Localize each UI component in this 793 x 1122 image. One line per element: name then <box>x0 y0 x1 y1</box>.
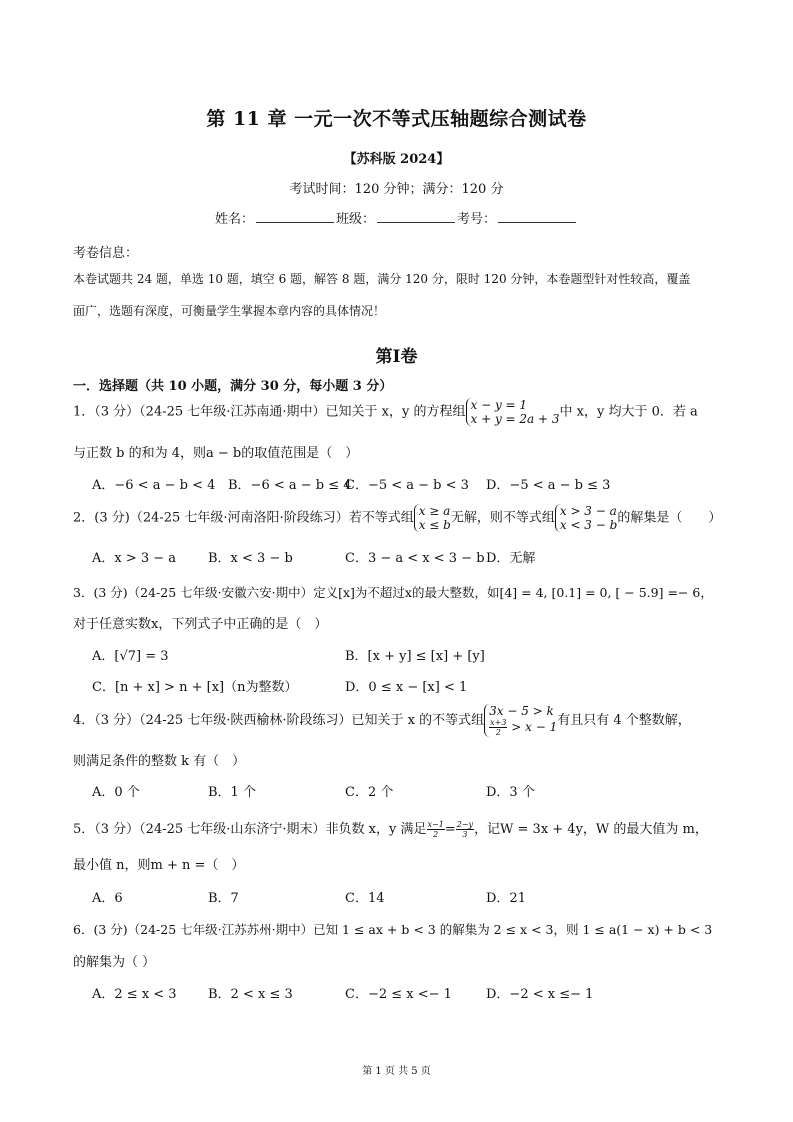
q5-option-d[interactable]: D．21 <box>486 891 526 906</box>
q1-eq1: x − y = 1 <box>470 398 528 412</box>
q4-option-a[interactable]: A．0 个 <box>92 785 140 800</box>
q5-option-a[interactable]: A．6 <box>92 891 123 906</box>
class-label: 班级： <box>335 212 375 227</box>
q5-equals: = <box>444 822 456 837</box>
info-heading: 考卷信息： <box>73 246 139 261</box>
q4-inequality-system <box>484 704 557 737</box>
info-line-2: 面广，选题有深度，可衡量学生掌握本章内容的具体情况！ <box>73 304 386 318</box>
q4-eq2-rest: > x − 1 <box>511 720 558 734</box>
q5-fraction-1 <box>427 820 445 839</box>
q4-eq1: 3x − 5 > k <box>489 704 554 718</box>
name-label: 姓名： <box>214 212 254 227</box>
q2-system-2 <box>555 504 617 532</box>
q3-option-a[interactable]: A．[√7] = 3 <box>92 649 169 664</box>
q1-stem-end: 中 x，y 均大于 0．若 a <box>559 404 698 420</box>
student-fields <box>0 208 793 227</box>
q4-line-2: 则满足条件的整数 k 有（ ） <box>73 754 246 769</box>
question-5 <box>73 818 708 839</box>
question-2 <box>73 504 721 532</box>
q2-option-b[interactable]: B．x < 3 − b <box>208 551 293 566</box>
page-footer: 第 1 页 共 5 页 <box>362 1066 431 1077</box>
q2-stem-end: 的解集是（ ） <box>617 510 722 526</box>
question-1 <box>73 398 698 426</box>
q4-option-b[interactable]: B．1 个 <box>208 785 256 800</box>
q6-option-b[interactable]: B．2 < x ≤ 3 <box>208 987 293 1002</box>
q6-option-c[interactable]: C．−2 ≤ x <− 1 <box>345 987 452 1002</box>
question-3: 3．(3 分)（24-25 七年级·安徽六安·期中）定义[x]为不超过x的最大整数，如[4] = 4, [0.1] = 0, [ − 5.9] =− 6， <box>73 585 713 600</box>
q4-fraction <box>489 718 507 737</box>
question-6: 6．(3 分)（24-25 七年级·江苏苏州·期中）已知 1 ≤ ax + b < 3 的解集为 2 ≤ x < 3，则 1 ≤ a(1 − x) + b < 3 <box>73 922 713 937</box>
name-blank[interactable] <box>256 210 334 223</box>
q2-option-a[interactable]: A．x > 3 − a <box>92 551 177 566</box>
q4-option-c[interactable]: C．2 个 <box>345 785 394 800</box>
number-label: 考号： <box>457 212 497 227</box>
q2-s1-line2: x ≤ b <box>418 518 451 532</box>
q6-line-2: 的解集为（ ） <box>73 955 156 970</box>
q4-stem-end: 有且只有 4 个整数解， <box>557 713 691 728</box>
page-title: 第 11 章 一元一次不等式压轴题综合测试卷 <box>206 108 587 130</box>
q5-f1-num: x−1 <box>427 820 444 829</box>
question-4 <box>73 704 691 737</box>
q2-option-c[interactable]: C．3 − a < x < 3 − b <box>345 551 485 566</box>
q3-option-b[interactable]: B．[x + y] ≤ [x] + [y] <box>345 649 485 664</box>
q5-stem: 5．（3 分）（24-25 七年级·山东济宁·期末）非负数 x，y 满足 <box>73 822 427 837</box>
q4-frac-den: 2 <box>495 728 501 737</box>
q5-f2-den: 3 <box>462 830 468 839</box>
q6-option-a[interactable]: A．2 ≤ x < 3 <box>92 987 177 1002</box>
q2-stem-mid: 无解，则不等式组 <box>450 510 555 526</box>
q5-option-c[interactable]: C．14 <box>345 891 385 906</box>
q2-system-1 <box>414 504 451 532</box>
q1-eq2: x + y = 2a + 3 <box>470 412 560 426</box>
q5-line-2: 最小值 n，则m + n =（ ） <box>73 858 245 873</box>
q4-eq2 <box>489 718 557 737</box>
class-blank[interactable] <box>377 210 455 223</box>
q5-f1-den: 2 <box>433 830 439 839</box>
q1-line-2: 与正数 b 的和为 4，则a − b的取值范围是（ ） <box>73 446 359 461</box>
number-blank[interactable] <box>498 210 576 223</box>
q2-s1-line1: x ≥ a <box>418 504 451 518</box>
edition-label: 【苏科版 2024】 <box>343 152 450 167</box>
exam-time: 考试时间：120 分钟；满分：120 分 <box>289 182 504 197</box>
section-title: 一．选择题（共 10 小题，满分 30 分，每小题 3 分） <box>73 379 393 394</box>
q5-option-b[interactable]: B．7 <box>208 891 239 906</box>
q1-option-c[interactable]: C．−5 < a − b < 3 <box>345 478 469 493</box>
info-line-1: 本卷试题共 24 题，单选 10 题，填空 6 题，解答 8 题，满分 120 分，限时 120 分钟，本卷题型针对性较高，覆盖 <box>73 272 691 286</box>
q2-option-d[interactable]: D．无解 <box>486 551 536 566</box>
q3-option-c[interactable]: C．[n + x] > n + [x]（n为整数） <box>92 680 298 695</box>
volume-title: 第Ⅰ卷 <box>375 347 418 367</box>
q3-option-d[interactable]: D．0 ≤ x − [x] < 1 <box>345 680 468 695</box>
q6-option-d[interactable]: D．−2 < x ≤− 1 <box>486 987 594 1002</box>
q5-fraction-2 <box>456 820 474 839</box>
q4-frac-num: x+3 <box>490 718 507 727</box>
q2-s2-line2: x < 3 − b <box>559 518 618 532</box>
q1-equation-system <box>466 398 560 426</box>
q5-stem-end: ，记W = 3x + 4y，W 的最大值为 m， <box>474 822 708 837</box>
q4-option-d[interactable]: D．3 个 <box>486 785 535 800</box>
q4-stem: 4．（3 分）（24-25 七年级·陕西榆林·阶段练习）已知关于 x 的不等式组 <box>73 713 485 728</box>
q1-option-a[interactable]: A．−6 < a − b < 4 <box>92 478 216 493</box>
q1-stem: 1．（3 分）（24-25 七年级·江苏南通·期中）已知关于 x，y 的方程组 <box>73 404 466 420</box>
q2-s2-line1: x > 3 − a <box>559 504 617 518</box>
q1-option-b[interactable]: B．−6 < a − b ≤ 4 <box>228 478 352 493</box>
q5-f2-num: 2−y <box>456 820 474 829</box>
q2-stem: 2．(3 分)（24-25 七年级·河南洛阳·阶段练习）若不等式组 <box>73 510 414 526</box>
q3-line-2: 对于任意实数x，下列式子中正确的是（ ） <box>73 617 328 632</box>
q1-option-d[interactable]: D．−5 < a − b ≤ 3 <box>486 478 611 493</box>
